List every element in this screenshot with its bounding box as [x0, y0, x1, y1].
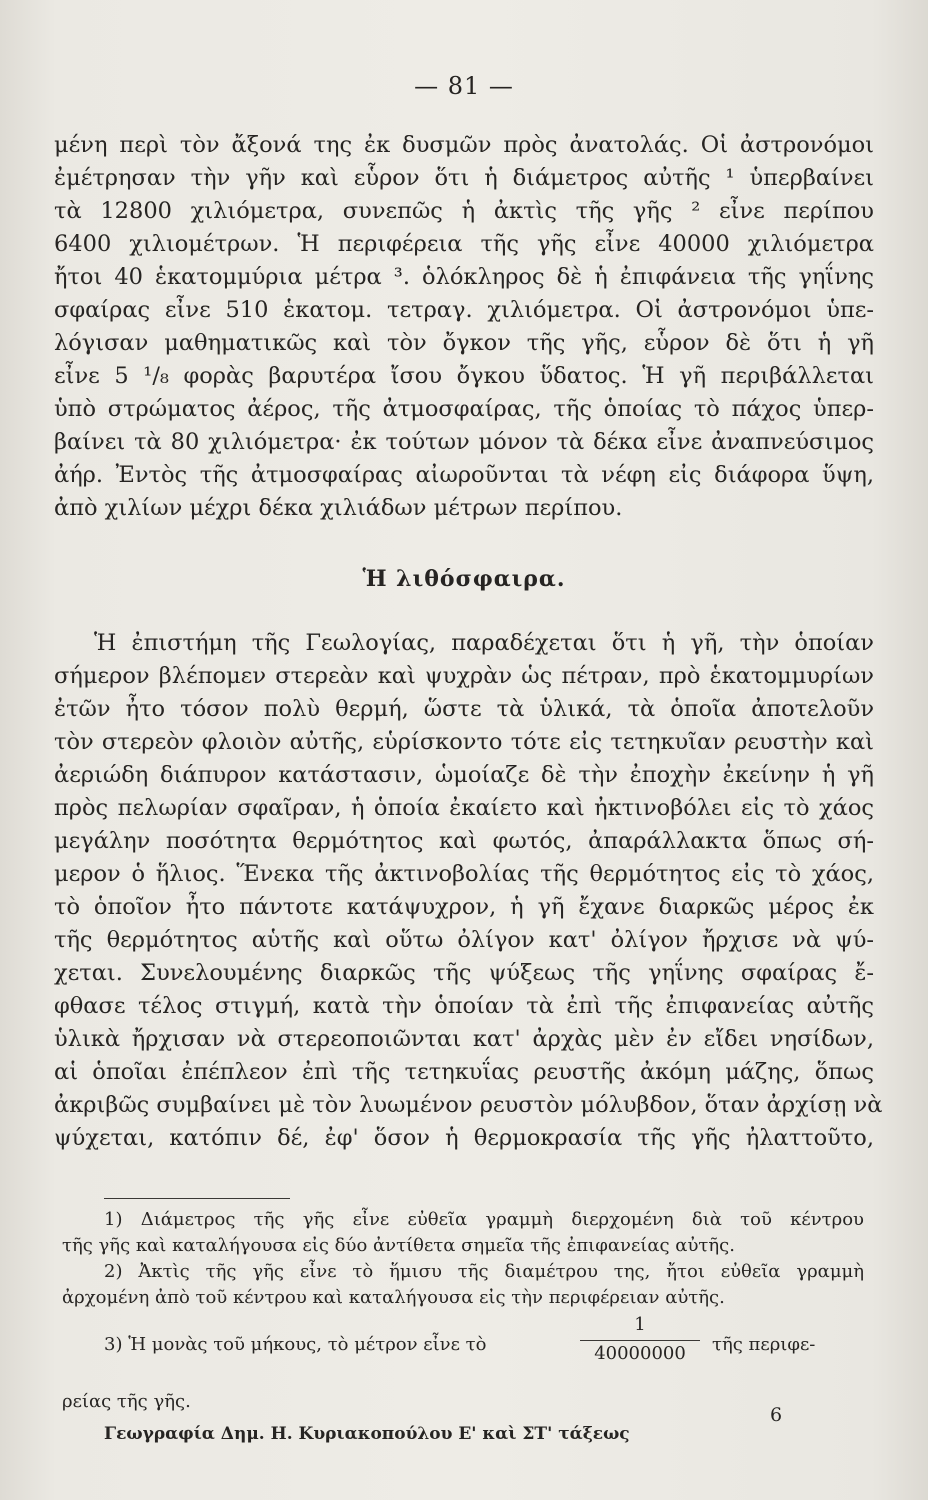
text-line: εἶνε 5 ¹/₈ φορὰς βαρυτέρα ἴσου ὄγκου ὕδατος. Ἡ γῆ περιβάλλεται: [54, 363, 874, 389]
footnote-separator: [104, 1198, 290, 1199]
text-line: 6400 χιλιομέτρων. Ἡ περιφέρεια τῆς γῆς εἶνε 40000 χιλιόμετρα: [54, 231, 874, 257]
text-line: χεται. Συνελουμένης διαρκῶς τῆς ψύξεως τῆς γηΐνης σφαίρας ἔ-: [54, 960, 874, 986]
text-line: ἀπὸ χιλίων μέχρι δέκα χιλιάδων μέτρων περίπου.: [54, 495, 623, 521]
text-line: τὸ ὁποῖον ἦτο πάντοτε κατάψυχρον, ἡ γῆ ἔχανε διαρκῶς μέρος ἐκ: [54, 894, 874, 920]
text-line: μένη περὶ τὸν ἄξονά της ἐκ δυσμῶν πρὸς ἀνατολάς. Οἱ ἀστρονόμοι: [54, 132, 874, 158]
text-line: ἀκριβῶς συμβαίνει μὲ τὸν λυωμένον ρευστὸν μόλυβδον, ὅταν ἀρχίσῃ νὰ: [54, 1092, 883, 1118]
text-line: ὑπὸ στρώματος ἀέρος, τῆς ἀτμοσφαίρας, τῆς ὁποίας τὸ πάχος ὑπερ-: [54, 396, 874, 422]
text-line: ὑλικὰ ἤρχισαν νὰ στερεοποιῶνται κατ' ἀρχὰς μὲν ἐν εἴδει νησίδων,: [54, 1026, 874, 1052]
fraction-numerator: 1: [634, 1314, 646, 1335]
section-heading: Ἡ λιθόσφαιρα.: [362, 566, 566, 592]
text-line: πρὸς πελωρίαν σφαῖραν, ἡ ὁποία ἐκαίετο καὶ ἠκτινοβόλει εἰς τὸ χάος: [54, 795, 874, 821]
text-line: μεγάλην ποσότητα θερμότητος καὶ φωτός, ἀπαράλλακτα ὅπως σή-: [54, 828, 874, 854]
book-imprint: Γεωγραφία Δημ. Η. Κυριακοπούλου Ε' καὶ ΣΤ' τάξεως: [104, 1424, 630, 1444]
footnote-2-line: 2) Ἀκτὶς τῆς γῆς εἶνε τὸ ἥμισυ τῆς διαμέτρου της, ἤτοι εὐθεῖα γραμμὴ: [104, 1261, 864, 1282]
text-line: τῆς θερμότητος αὑτῆς καὶ οὕτω ὀλίγον κατ' ὀλίγον ἤρχισε νὰ ψύ-: [54, 927, 874, 953]
text-line: ψύχεται, κατόπιν δέ, ἐφ' ὅσον ἡ θερμοκρασία τῆς γῆς ἠλαττοῦτο,: [54, 1125, 874, 1151]
text-line: σφαίρας εἶνε 510 ἑκατομ. τετραγ. χιλιόμετρα. Οἱ ἀστρονόμοι ὑπε-: [54, 297, 874, 323]
footnote-1-line: 1) Διάμετρος τῆς γῆς εἶνε εὐθεῖα γραμμὴ διερχομένη διὰ τοῦ κέντρου: [104, 1209, 864, 1230]
text-line: τὸν στερεὸν φλοιὸν αὐτῆς, εὑρίσκοντο τότε εἰς τετηκυῖαν ρευστὴν καὶ: [54, 729, 874, 755]
footnote-3-text-end: τῆς περιφε-: [712, 1334, 816, 1355]
footnote-3-text: 3) Ἡ μονὰς τοῦ μήκους, τὸ μέτρον εἶνε τὸ: [104, 1334, 487, 1355]
text-line: ἐτῶν ἦτο τόσον πολὺ θερμή, ὥστε τὰ ὑλικά, τὰ ὁποῖα ἀποτελοῦν: [54, 696, 874, 722]
text-line: Ἡ ἐπιστήμη τῆς Γεωλογίας, παραδέχεται ὅτι ἡ γῆ, τὴν ὁποίαν: [94, 630, 874, 656]
signature-mark: 6: [770, 1404, 783, 1426]
text-line: λόγισαν μαθηματικῶς καὶ τὸν ὄγκον τῆς γῆς, εὗρον δὲ ὅτι ἡ γῆ: [54, 330, 874, 356]
text-line: βαίνει τὰ 80 χιλιόμετρα· ἐκ τούτων μόνον τὰ δέκα εἶνε ἀναπνεύσιμος: [54, 429, 874, 455]
text-line: ἀήρ. Ἐντὸς τῆς ἀτμοσφαίρας αἰωροῦνται τὰ νέφη εἰς διάφορα ὕψη,: [54, 462, 874, 488]
footnote-3-line: ρείας τῆς γῆς.: [62, 1391, 191, 1412]
fraction-bar: [580, 1340, 700, 1341]
text-line: ἀεριώδη διάπυρον κατάστασιν, ὡμοίαζε δὲ τὴν ἐποχὴν ἐκείνην ἡ γῆ: [54, 762, 874, 788]
text-line: τὰ 12800 χιλιόμετρα, συνεπῶς ἡ ἀκτὶς τῆς γῆς ² εἶνε περίπου: [54, 198, 874, 224]
footnote-2-line: ἀρχομένη ἀπὸ τοῦ κέντρου καὶ καταλήγουσα εἰς τὴν περιφέρειαν αὐτῆς.: [62, 1287, 725, 1308]
text-line: ἐμέτρησαν τὴν γῆν καὶ εὗρον ὅτι ἡ διάμετρος αὐτῆς ¹ ὑπερβαίνει: [54, 165, 874, 191]
fraction-denominator: 40000000: [594, 1343, 686, 1364]
page-number: — 81 —: [414, 72, 514, 100]
footnote-1-line: τῆς γῆς καὶ καταλήγουσα εἰς δύο ἀντίθετα σημεῖα τῆς ἐπιφανείας αὐτῆς.: [62, 1235, 735, 1256]
text-line: αἱ ὁποῖαι ἐπέπλεον ἐπὶ τῆς τετηκυΐας ρευστῆς ἀκόμη μάζης, ὅπως: [54, 1059, 874, 1085]
text-line: φθασε τέλος στιγμή, κατὰ τὴν ὁποίαν τὰ ἐπὶ τῆς ἐπιφανείας αὐτῆς: [54, 993, 874, 1019]
footnote-3-fraction: [580, 1314, 700, 1365]
text-line: ἤτοι 40 ἑκατομμύρια μέτρα ³. ὁλόκληρος δὲ ἡ ἐπιφάνεια τῆς γηΐνης: [54, 264, 874, 290]
text-line: σήμερον βλέπομεν στερεὰν καὶ ψυχρὰν ὡς πέτραν, πρὸ ἑκατομμυρίων: [54, 663, 874, 689]
text-line: μερον ὁ ἥλιος. Ἕνεκα τῆς ἀκτινοβολίας τῆς θερμότητος εἰς τὸ χάος,: [54, 861, 874, 887]
